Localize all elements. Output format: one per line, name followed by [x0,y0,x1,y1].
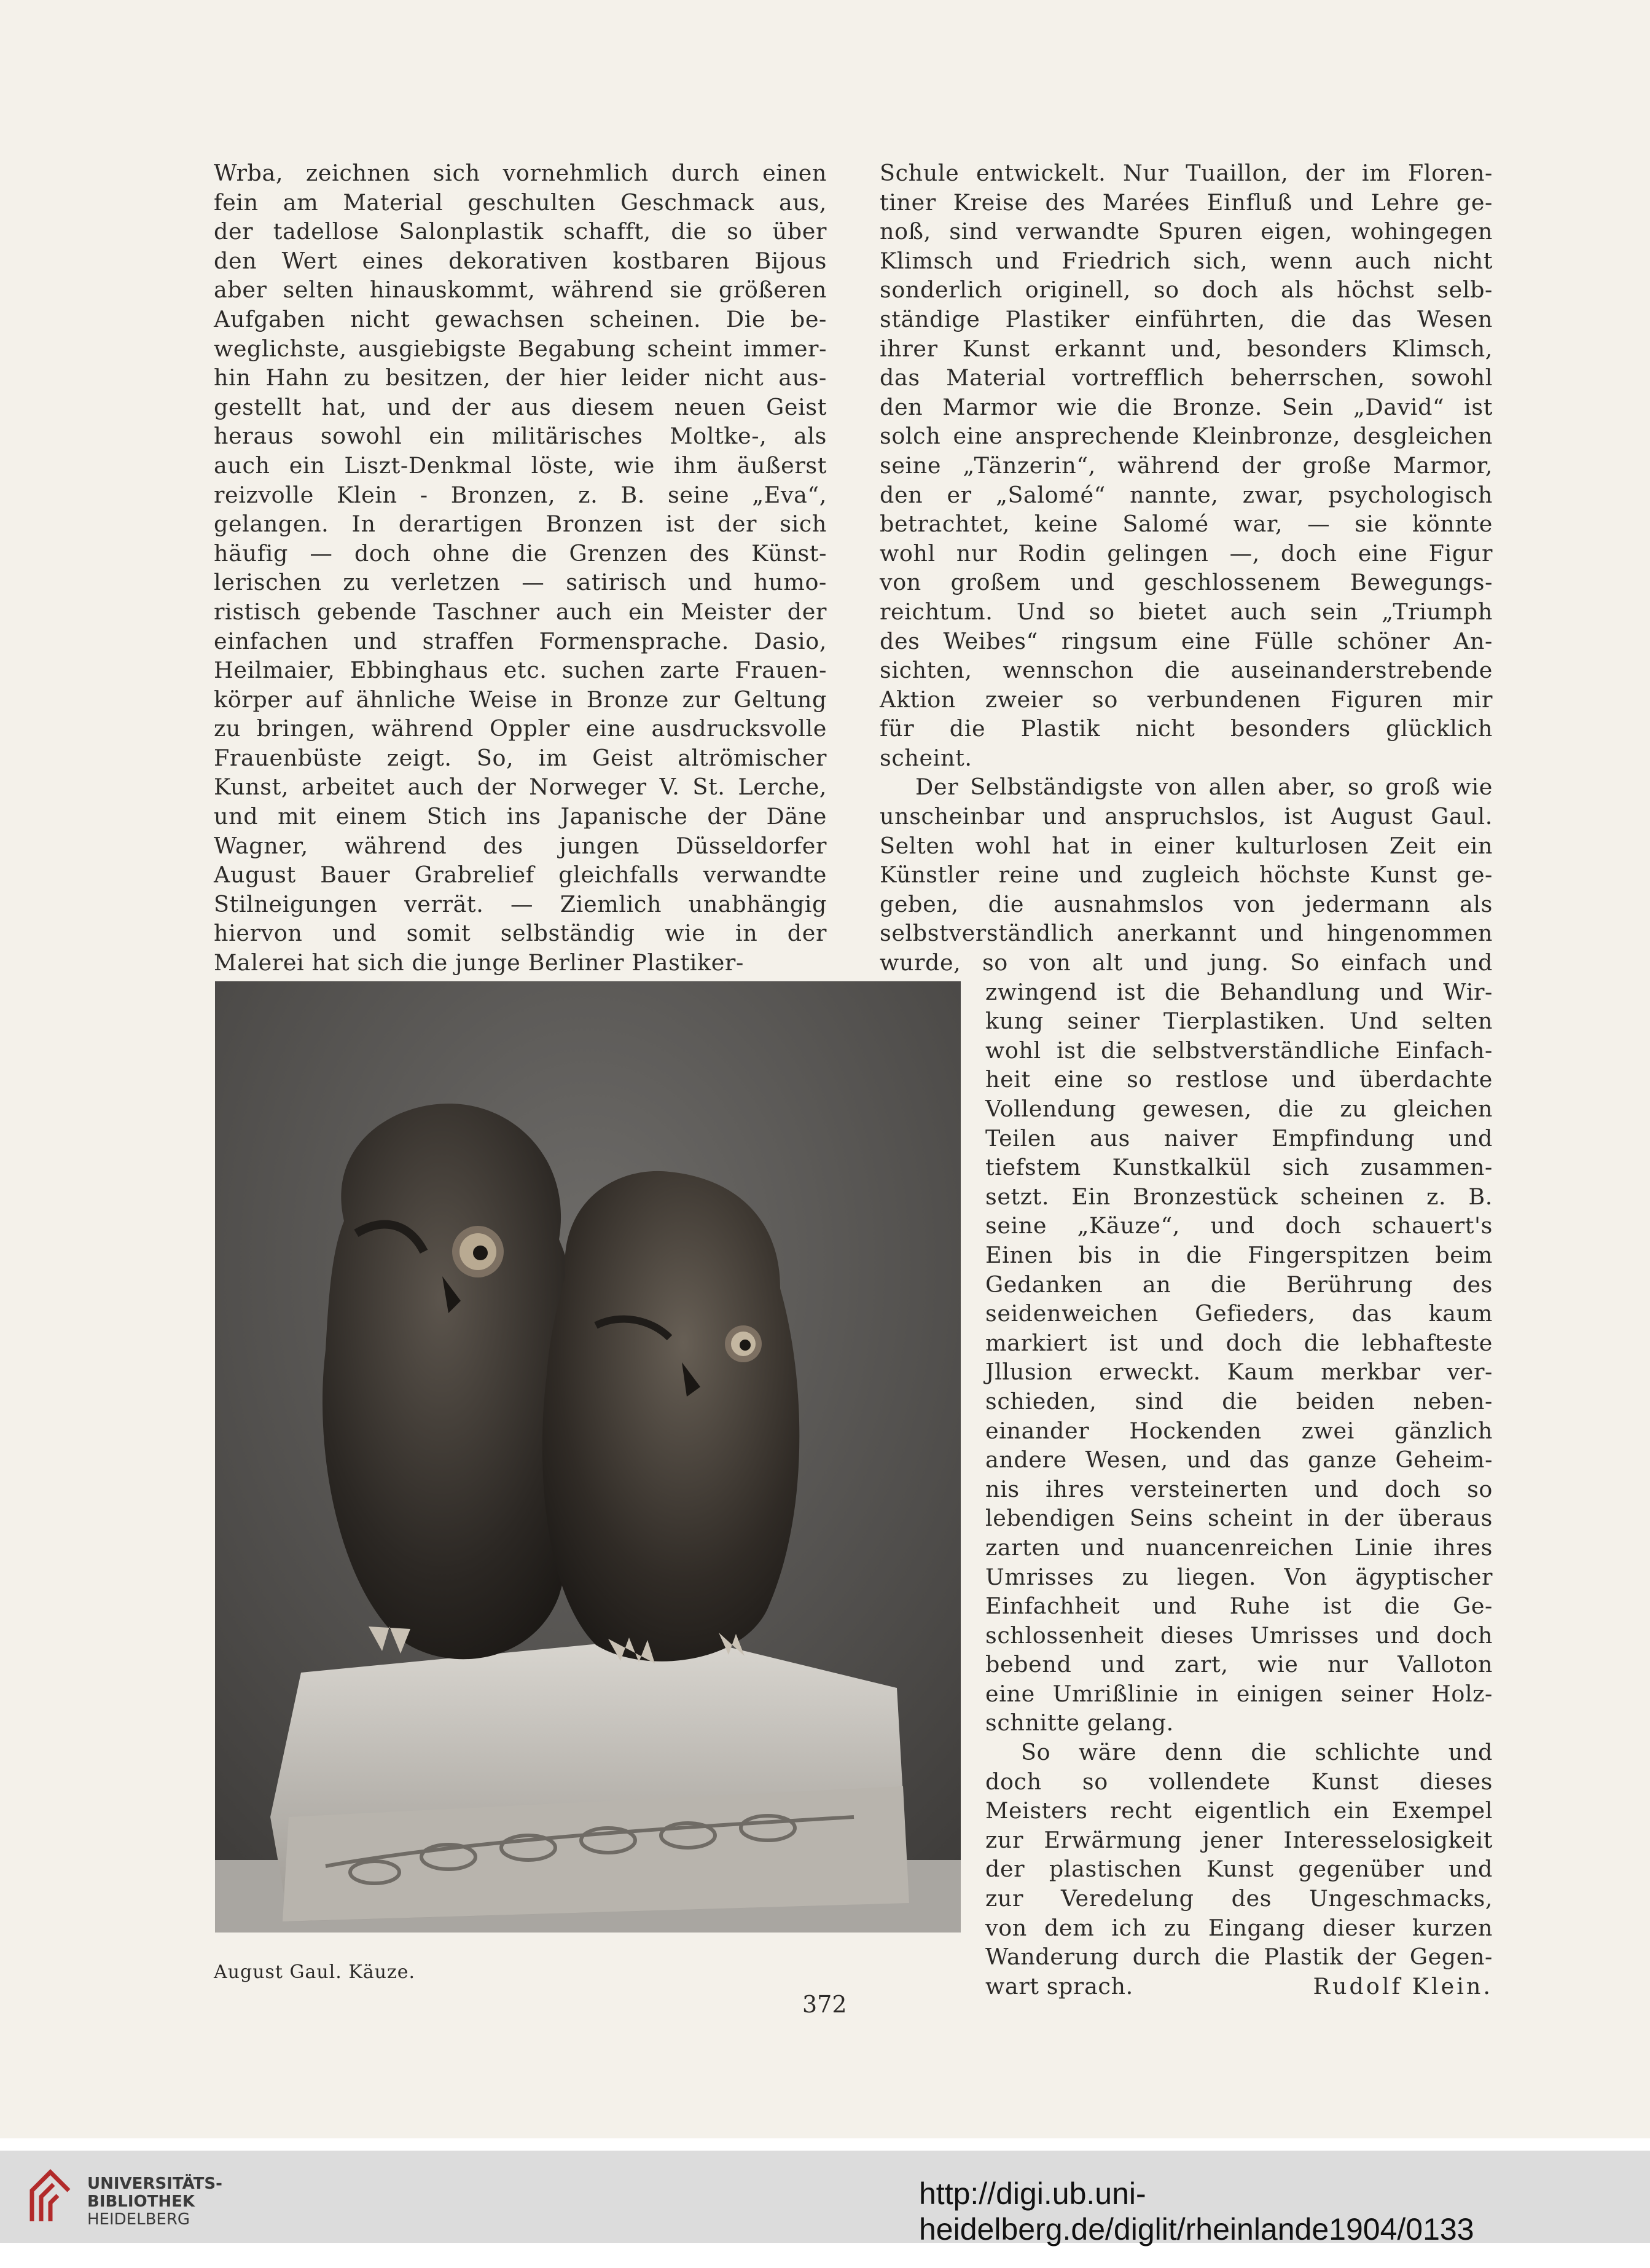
text-line: gestellt hat, und der aus diesem neuen Geist [214,393,827,420]
text-line: hin Hahn zu besitzen, der hier leider nicht aus- [214,364,827,391]
text-line: lerischen zu verletzen — satirisch und humo- [214,569,827,596]
right-text-column [880,159,1493,2001]
text-line: Vollendung gewesen, die zu gleichen [985,1096,1493,1122]
source-url-link[interactable]: http://digi.ub.uni-heidelberg.de/diglit/rheinlande1904/0133 [919,2176,1474,2246]
text-line: schieden, sind die beiden neben- [985,1387,1493,1415]
text-line: Malerei hat sich die junge Berliner Plastiker- [214,949,744,976]
text-line: zu bringen, während Oppler eine ausdrucksvolle [214,715,827,742]
text-line: lebendigen Seins scheint in der überaus [985,1505,1493,1532]
text-line: Wrba, zeichnen sich vornehmlich durch einen [214,160,827,186]
text-line: hiervon und somit selbständig wie in der [214,920,827,947]
text-line: den Marmor wie die Bronze. Sein „David“ ist [880,393,1493,420]
text-line: sichten, wennschon die auseinanderstrebende [880,657,1493,684]
page-number: 372 [802,1991,847,2018]
text-line: Künstler reine und zugleich höchste Kunst ge- [880,861,1493,889]
text-line: der tadellose Salonplastik schafft, die so über [214,218,827,245]
text-line: Meisters recht eigentlich ein Exempel [985,1797,1493,1824]
text-line: Stilneigungen verrät. — Ziemlich unabhängig [214,890,827,917]
left-text-column [214,159,827,978]
text-line: aber selten hinauskommt, während sie größeren [214,277,827,304]
text-line: kung seiner Tierplastiken. Und selten [985,1008,1493,1035]
text-line: tiefstem Kunstkalkül sich zusammen- [985,1154,1493,1181]
text-line: von großem und geschlossenem Bewegungs- [880,569,1493,596]
text-line: scheint. [880,744,972,771]
text-line: einander Hockenden zwei gänzlich [985,1417,1493,1444]
text-line: heraus sowohl ein militärisches Moltke-, als [214,423,827,450]
text-line: des Weibes“ ringsum eine Fülle schöner An- [880,627,1493,654]
text-line: Selten wohl hat in einer kulturlosen Zeit ein [880,832,1493,859]
figure-caption: August Gaul. Käuze. [214,1961,416,1983]
text-line: Teilen aus naiver Empfindung und [985,1124,1493,1152]
text-line: selbstverständlich anerkannt und hingenommen [880,920,1493,947]
text-line: Frauenbüste zeigt. So, im Geist altrömischer [214,744,827,771]
text-line: sonderlich originell, so doch als höchst selb- [880,277,1493,304]
text-line: betrachtet, keine Salomé war, — sie könnte [880,511,1493,538]
text-line: Wanderung durch die Plastik der Gegen- [985,1944,1493,1971]
text-line: August Bauer Grabrelief gleichfalls verwandte [214,861,827,889]
text-line: reichtum. Und so bietet auch sein „Triumph [880,598,1493,625]
text-line: Wagner, während des jungen Düsseldorfer [214,832,827,859]
text-line: von dem ich zu Eingang dieser kurzen [985,1914,1493,1941]
text-line: gelangen. In derartigen Bronzen ist der sich [214,511,827,538]
text-line: ristisch gebende Taschner auch ein Meister der [214,598,827,625]
text-line: seine „Käuze“, und doch schauert's [985,1212,1493,1239]
text-line: häufig — doch ohne die Grenzen des Künst- [214,540,827,567]
text-line: wohl ist die selbstverständliche Einfach- [985,1037,1493,1064]
library-name-line1: UNIVERSITÄTS- [87,2175,222,2193]
text-line: zwingend ist die Behandlung und Wir- [985,978,1493,1005]
text-line: geben, die ausnahmslos von jedermann als [880,890,1493,917]
text-line: Einfachheit und Ruhe ist die Ge- [985,1593,1493,1620]
text-line: Aktion zweier so verbundenen Figuren mir [880,686,1493,713]
text-line: Kunst, arbeitet auch der Norweger V. St. Lerche, [214,774,827,801]
text-line: das Material vortrefflich beherrschen, sowohl [880,364,1493,391]
text-line: So wäre denn die schlichte und [1021,1739,1493,1766]
text-line: wart sprach. Rudolf Klein. [985,1972,1493,2001]
text-line: zur Erwärmung jener Interesselosigkeit [985,1826,1493,1853]
text-line: tiner Kreise des Marées Einfluß und Lehre ge- [880,189,1493,216]
text-line: für die Plastik nicht besonders glücklich [880,715,1493,742]
text-line: fein am Material geschulten Geschmack aus, [214,189,827,216]
text-line: Gedanken an die Berührung des [985,1271,1493,1298]
library-name[interactable] [87,2175,222,2229]
text-line: zur Veredelung des Ungeschmacks, [985,1885,1493,1912]
text-line: schnitte gelang. [985,1709,1174,1736]
text-line: Schule entwickelt. Nur Tuaillon, der im Floren- [880,160,1493,186]
text-line: nis ihres versteinerten und doch so [985,1475,1493,1502]
text-line: Aufgaben nicht gewachsen scheinen. Die be- [214,305,827,332]
text-line: weglichste, ausgiebigste Begabung scheint immer- [214,335,827,362]
library-name-line2: BIBLIOTHEK [87,2192,195,2211]
text-line: seine „Tänzerin“, während der große Marmor, [880,452,1493,479]
text-line: den er „Salomé“ nannte, zwar, psychologisch [880,481,1493,508]
text-line: Heilmaier, Ebbinghaus etc. suchen zarte Frauen- [214,657,827,684]
library-name-line3: HEIDELBERG [87,2210,190,2229]
text-line: wurde, so von alt und jung. So einfach und [880,949,1493,976]
text-line: reizvolle Klein - Bronzen, z. B. seine „Eva“, [214,481,827,508]
text-line: noß, sind verwandte Spuren eigen, wohingegen [880,218,1493,245]
text-line: und mit einem Stich ins Japanische der Däne [214,803,827,830]
text-line: unscheinbar und anspruchslos, ist August Gaul. [880,803,1493,830]
text-line: wohl nur Rodin gelingen —, doch eine Figur [880,540,1493,567]
text-line: Klimsch und Friedrich sich, wenn auch nicht [880,247,1493,274]
text-line: eine Umrißlinie in einigen seiner Holz- [985,1680,1493,1707]
text-line: einfachen und straffen Formensprache. Dasio, [214,627,827,654]
right-column-narrow-text [985,978,1493,2001]
library-logo[interactable] [20,2166,81,2230]
text-line: andere Wesen, und das ganze Geheim- [985,1446,1493,1473]
text-line: bebend und zart, wie nur Valloton [985,1651,1493,1678]
text-line: den Wert eines dekorativen kostbaren Bijous [214,247,827,274]
text-line: Umrisses zu liegen. Von ägyptischer [985,1563,1493,1590]
text-line: doch so vollendete Kunst dieses [985,1768,1493,1795]
text-line: seidenweichen Gefieders, das kaum [985,1300,1493,1327]
text-line: Der Selbständigste von allen aber, so groß wie [915,774,1493,801]
text-line: der plastischen Kunst gegenüber und [985,1856,1493,1883]
text-line: heit eine so restlose und überdachte [985,1066,1493,1093]
text-line: auch ein Liszt-Denkmal löste, wie ihm äußerst [214,452,827,479]
text-line: ständige Plastiker einführten, die das Wesen [880,305,1493,332]
text-line: markiert ist und doch die lebhafteste [985,1329,1493,1356]
right-column-full-width-text [880,159,1493,978]
text-line: solch eine ansprechende Kleinbronze, desgleichen [880,423,1493,450]
text-line: setzt. Ein Bronzestück scheinen z. B. [985,1183,1493,1210]
text-line: Jllusion erweckt. Kaum merkbar ver- [985,1359,1493,1386]
text-line: zarten und nuancenreichen Linie ihres [985,1534,1493,1561]
owl-sculpture-photo [215,981,961,1933]
text-line: schlossenheit dieses Umrisses und doch [985,1622,1493,1649]
text-line: ihrer Kunst erkannt und, besonders Klimsch, [880,335,1493,362]
text-line: Einen bis in die Fingerspitzen beim [985,1241,1493,1268]
author-signature: Rudolf Klein. [1313,1972,1493,1999]
text-line: körper auf ähnliche Weise in Bronze zur Geltung [214,686,827,713]
